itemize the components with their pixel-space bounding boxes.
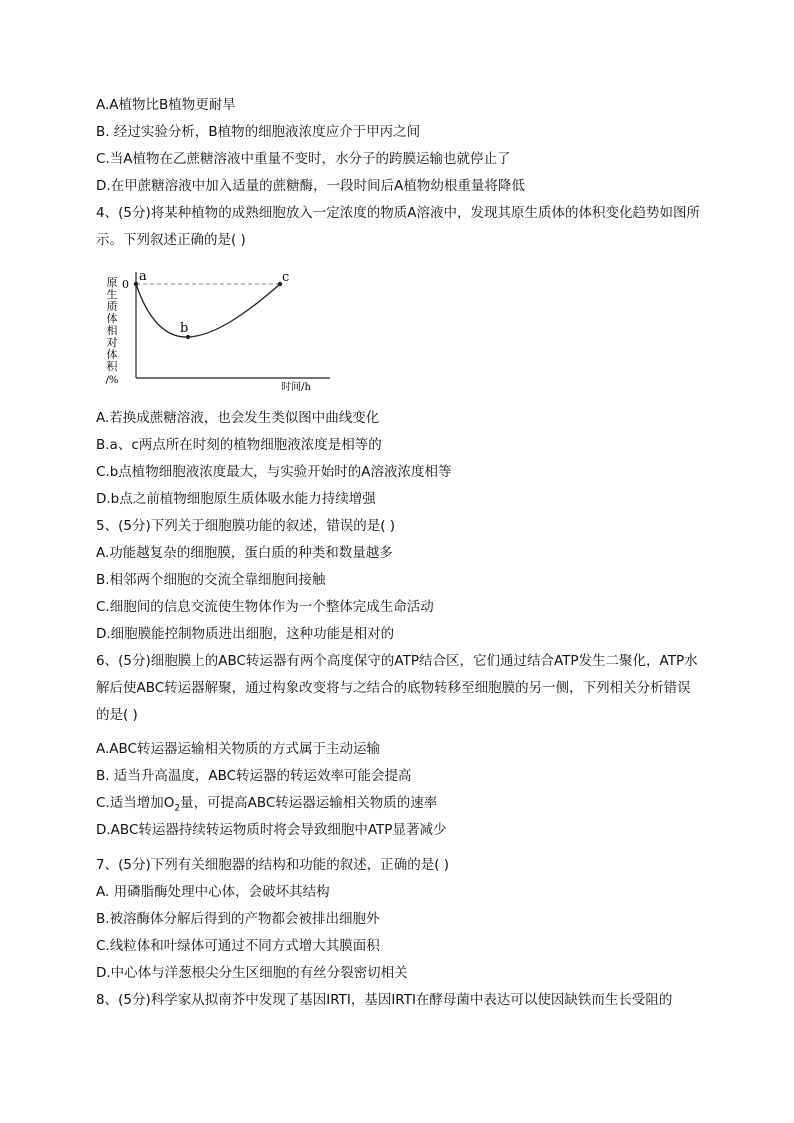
q6-option-c [96, 794, 437, 818]
y-label-char: 生 [106, 288, 118, 301]
q5-option-d: D.细胞膜能控制物质进出细胞，这种功能是相对的 [96, 626, 395, 642]
q7-stem: 7、(5分)下列有关细胞器的结构和功能的叙述，正确的是( ) [96, 857, 450, 873]
q4-figure [96, 262, 346, 398]
q5-option-b: B.相邻两个细胞的交流全靠细胞间接触 [96, 572, 326, 588]
q3-option-a: A.A植物比B植物更耐旱 [96, 97, 236, 113]
point-c-label: c [282, 270, 290, 285]
protoplast-volume-graph [96, 262, 346, 394]
y-label-char: 相 [106, 324, 118, 337]
point-b-label: b [180, 321, 189, 336]
q4-option-c: C.b点植物细胞液浓度最大，与实验开始时的A溶液浓度相等 [96, 464, 452, 480]
y-label-char: 对 [106, 336, 118, 349]
q4-option-a: A.若换成蔗糖溶液，也会发生类似图中曲线变化 [96, 410, 380, 426]
q4-option-d: D.b点之前植物细胞原生质体吸水能力持续增强 [96, 491, 376, 507]
q6-option-c-pre: C.适当增加O [96, 795, 175, 811]
q5-option-c: C.细胞间的信息交流使生物体作为一个整体完成生命活动 [96, 599, 434, 615]
q7-option-c: C.线粒体和叶绿体可通过不同方式增大其膜面积 [96, 938, 380, 954]
point-a-label: a [139, 269, 147, 284]
q6-option-d: D.ABC转运器持续转运物质时将会导致细胞中ATP显著减少 [96, 822, 447, 838]
q5-stem: 5、(5分)下列关于细胞膜功能的叙述，错误的是( ) [96, 518, 396, 534]
q8-stem: 8、(5分)科学家从拟南芥中发现了基因IRTI，基因IRTI在酵母菌中表达可以使因缺铁而生长受阻的 [96, 992, 673, 1008]
q6-option-b: B. 适当升高温度，ABC转运器的转运效率可能会提高 [96, 768, 412, 784]
q3-option-b: B. 经过实验分析，B植物的细胞液浓度应介于甲丙之间 [96, 124, 421, 140]
y-label-char: 体 [106, 348, 118, 361]
q4-stem: 4、(5分)将某种植物的成熟细胞放入一定浓度的物质A溶液中，发现其原生质体的体积变化趋势如图所示。下列叙述正确的是( ) [96, 205, 700, 248]
y-label-char: 体 [106, 312, 118, 325]
volume-curve [136, 284, 280, 337]
q4-option-b: B.a、c两点所在时刻的植物细胞液浓度是相等的 [96, 437, 382, 453]
q6-option-c-sub: 2 [174, 803, 181, 814]
q6-option-c-post: 量，可提高ABC转运器运输相关物质的速率 [180, 795, 438, 811]
q5-option-a: A.功能越复杂的细胞膜，蛋白质的种类和数量越多 [96, 545, 393, 561]
q3-option-c: C.当A植物在乙蔗糖溶液中重量不变时，水分子的跨膜运输也就停止了 [96, 151, 511, 167]
zero-label: 0 [122, 278, 129, 291]
q3-option-d: D.在甲蔗糖溶液中加入适量的蔗糖酶，一段时间后A植物幼根重量将降低 [96, 178, 525, 194]
y-label-char: 原 [106, 276, 118, 289]
q7-option-d: D.中心体与洋葱根尖分生区细胞的有丝分裂密切相关 [96, 965, 408, 981]
q6-option-a: A.ABC转运器运输相关物质的方式属于主动运输 [96, 741, 380, 757]
point-a-marker [134, 282, 138, 286]
q7-option-b: B.被溶酶体分解后得到的产物都会被排出细胞外 [96, 911, 380, 927]
y-label-unit: /% [105, 375, 119, 386]
q6-stem: 6、(5分)细胞膜上的ABC转运器有两个高度保守的ATP结合区，它们通过结合ATP发生二聚化，ATP水解后使ABC转运器解聚，通过构象改变将与之结合的底物转移至细胞膜的另一侧，下列相关分析错误的是( ) [96, 653, 698, 723]
q7-option-a: A. 用磷脂酶处理中心体，会破坏其结构 [96, 884, 330, 900]
x-axis-label: 时间/h [281, 382, 311, 393]
y-label-char: 质 [106, 300, 118, 313]
y-label-char: 积 [106, 360, 118, 373]
